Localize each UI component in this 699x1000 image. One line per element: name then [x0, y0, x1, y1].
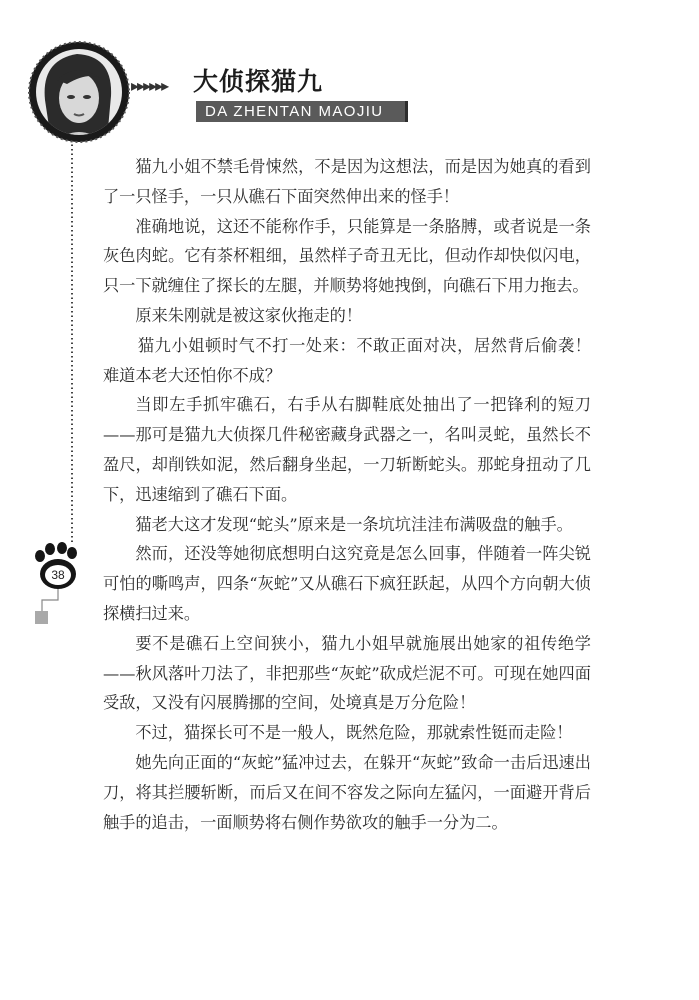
paragraph: 猫九小姐不禁毛骨悚然，不是因为这想法，而是因为她真的看到了一只怪手，一只从礁石下面突然伸出来的怪手！ — [103, 157, 591, 206]
book-title-pinyin: DA ZHENTAN MAOJIU — [196, 101, 408, 122]
paragraph: 要不是礁石上空间狭小，猫九小姐早就施展出她家的祖传绝学——秋风落叶刀法了，非把那些“灰蛇”砍成烂泥不可。可现在她四面受敌，又没有闪展腾挪的空间，处境真是万分危险！ — [103, 633, 591, 713]
corner-square-decoration — [35, 611, 48, 624]
paragraph: 然而，还没等她彻底想明白这究竟是怎么回事，伴随着一阵尖锐可怕的嘶鸣声，四条“灰蛇”又从礁石下疯狂跃起，从四个方向朝大侦探横扫过来。 — [103, 544, 591, 623]
book-title: 大侦探猫九 — [193, 67, 324, 96]
paragraph: 当即左手抓牢礁石，右手从右脚鞋底处抽出了一把锋利的短刀——那可是猫九大侦探几件秘密藏身武器之一，名叫灵蛇，虽然长不盈尺，却削铁如泥，然后翻身坐起，一刀斩断蛇头。那蛇身扭动了几下，迅速缩到了礁石下面。 — [103, 395, 591, 504]
paragraph: 准确地说，这还不能称作手，只能算是一条胳膊，或者说是一条灰色肉蛇。它有茶杯粗细，虽然样子奇丑无比，但动作却快似闪电，只一下就缠住了探长的左腿，并顺势将她拽倒，向礁石下用力拖去。 — [103, 216, 591, 296]
character-portrait-icon — [27, 40, 131, 144]
paragraph: 原来朱刚就是被这家伙拖走的！ — [135, 305, 363, 325]
story-text — [103, 152, 591, 837]
header-arrows: ▸▸▸▸▸▸ — [131, 76, 168, 95]
paragraph: 她先向正面的“灰蛇”猛冲过去，在躲开“灰蛇”致命一击后迅速出刀，将其拦腰斩断，而后又在间不容发之际向左猛闪，一面避开背后触手的追击，一面顺势将右侧作势欲攻的触手一分为二。 — [103, 752, 591, 832]
paragraph: 猫九小姐顿时气不打一处来：不敢正面对决，居然背后偷袭！难道本老大还怕你不成？ — [103, 335, 591, 385]
paragraph: 猫老大这才发现“蛇头”原来是一条坑坑洼洼布满吸盘的触手。 — [135, 514, 573, 534]
paragraph: 不过，猫探长可不是一般人，既然危险，那就索性铤而走险！ — [135, 723, 573, 743]
page-number: 38 — [51, 568, 65, 582]
